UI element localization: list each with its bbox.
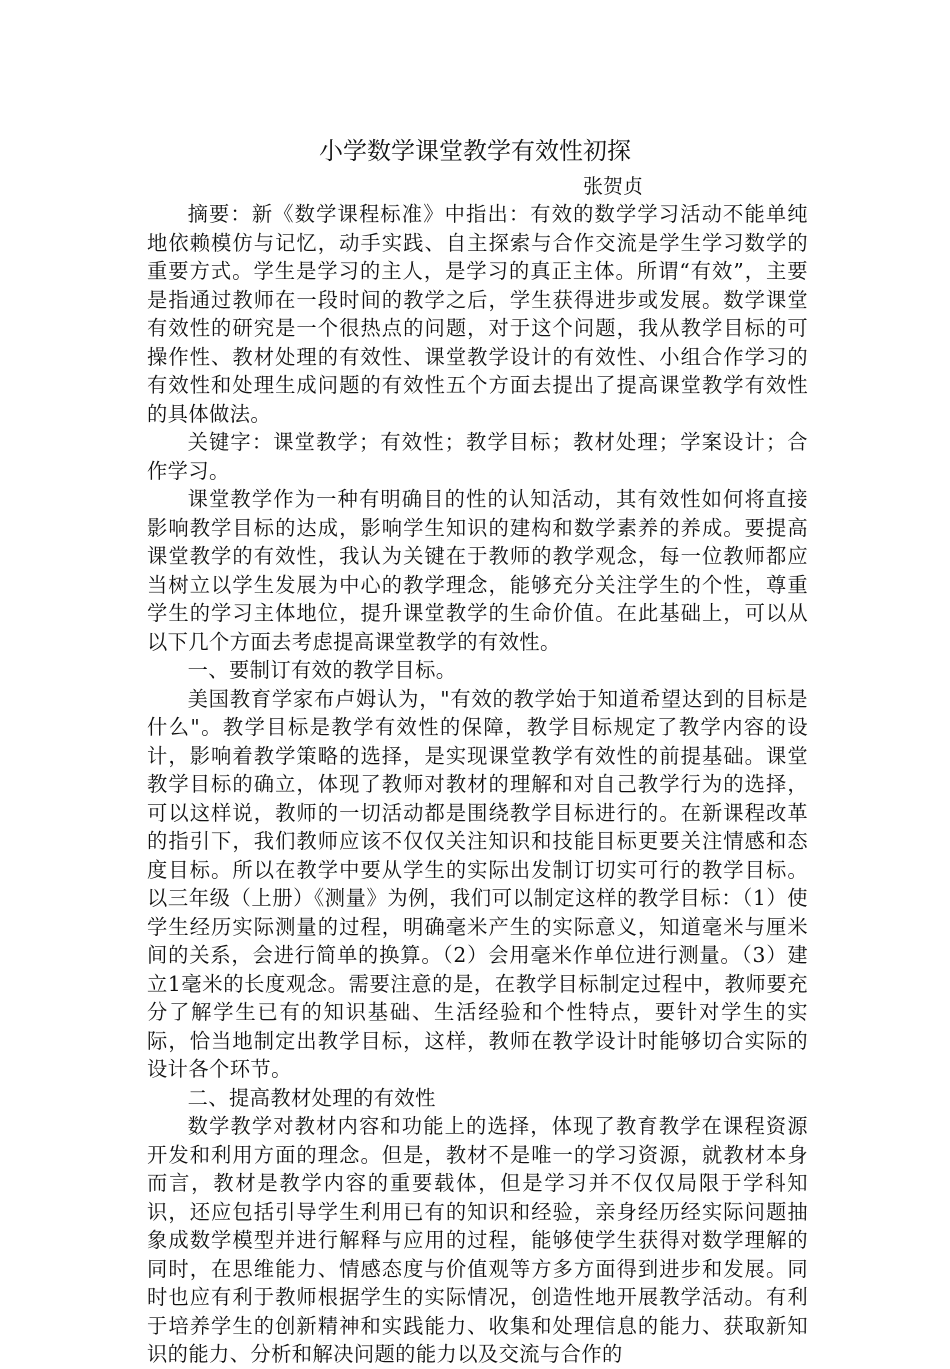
- document-body: [147, 200, 808, 1369]
- section-heading-1: 一、要制订有效的教学目标。: [187, 658, 457, 682]
- keywords-paragraph: 关键字：课堂教学；有效性；教学目标；教材处理；学案设计；合作学习。: [147, 430, 808, 483]
- section-heading-2: 二、提高教材处理的有效性: [187, 1085, 436, 1110]
- document-author: 张贺贞: [583, 174, 643, 198]
- abstract-paragraph: 摘要：新《数学课程标准》中指出：有效的数学学习活动不能单纯地依赖模仿与记忆，动手实践、自主探索与合作交流是学生学习数学的重要方式。学生是学习的主人，是学习的真正主体。所谓“有效”，主要是指通过教师在一段时间的教学之后，学生获得进步或发展。数学课堂有效性的研究是一个很热点的问题，对于这个问题，我从教学目标的可操作性、教材处理的有效性、课堂教学设计的有效性、小组合作学习的有效性和处理生成问题的有效性五个方面去提出了提高课堂教学有效性的具体做法。: [147, 202, 808, 426]
- section-2-paragraph: 数学教学对教材内容和功能上的选择，体现了教育教学在课程资源开发和利用方面的理念。但是，教材不是唯一的学习资源，就教材本身而言，教材是教学内容的重要载体，但是学习并不仅仅局限于学科知识，还应包括引导学生利用已有的知识和经验，亲身经历经实际问题抽象成数学模型并进行解释与应用的过程，能够使学生获得对数学理解的同时，在思维能力、情感态度与价值观等方多方面得到进步和发展。同时也应有利于教师根据学生的实际情况，创造性地开展教学活动。有利于培养学生的创新精神和实践能力、收集和处理信息的能力、获取新知识的能力、分析和解决问题的能力以及交流与合作的: [147, 1114, 808, 1366]
- section-1-paragraph: 美国教育学家布卢姆认为，"有效的教学始于知道希望达到的目标是什么"。教学目标是教学有效性的保障，教学目标规定了教学内容的设计，影响着教学策略的选择，是实现课堂教学有效性的前提基础。课堂教学目标的确立，体现了教师对教材的理解和对自己教学行为的选择，可以这样说，教师的一切活动都是围绕教学目标进行的。在新课程改革的指引下，我们教师应该不仅仅关注知识和技能目标更要关注情感和态度目标。所以在教学中要从学生的实际出发制订切实可行的教学目标。以三年级（上册）《测量》为例，我们可以制定这样的教学目标：（1）使学生经历实际测量的过程，明确毫米产生的实际意义，知道毫米与厘米间的关系，会进行简单的换算。（2）会用毫米作单位进行测量。（3）建立1毫米的长度观念。需要注意的是，在教学目标制定过程中，教师要充分了解学生已有的知识基础、生活经验和个性特点，要针对学生的实际，恰当地制定出教学目标，这样，教师在教学设计时能够切合实际的设计各个环节。: [147, 686, 808, 1081]
- document-title: 小学数学课堂教学有效性初探: [319, 137, 631, 165]
- intro-paragraph: 课堂教学作为一种有明确目的性的认知活动，其有效性如何将直接影响教学目标的达成，影响学生知识的建构和数学素养的养成。要提高课堂教学的有效性，我认为关键在于教师的教学观念，每一位教师都应当树立以学生发展为中心的教学理念，能够充分关注学生的个性，尊重学生的学习主体地位，提升课堂教学的生命价值。在此基础上，可以从以下几个方面去考虑提高课堂教学的有效性。: [147, 487, 808, 654]
